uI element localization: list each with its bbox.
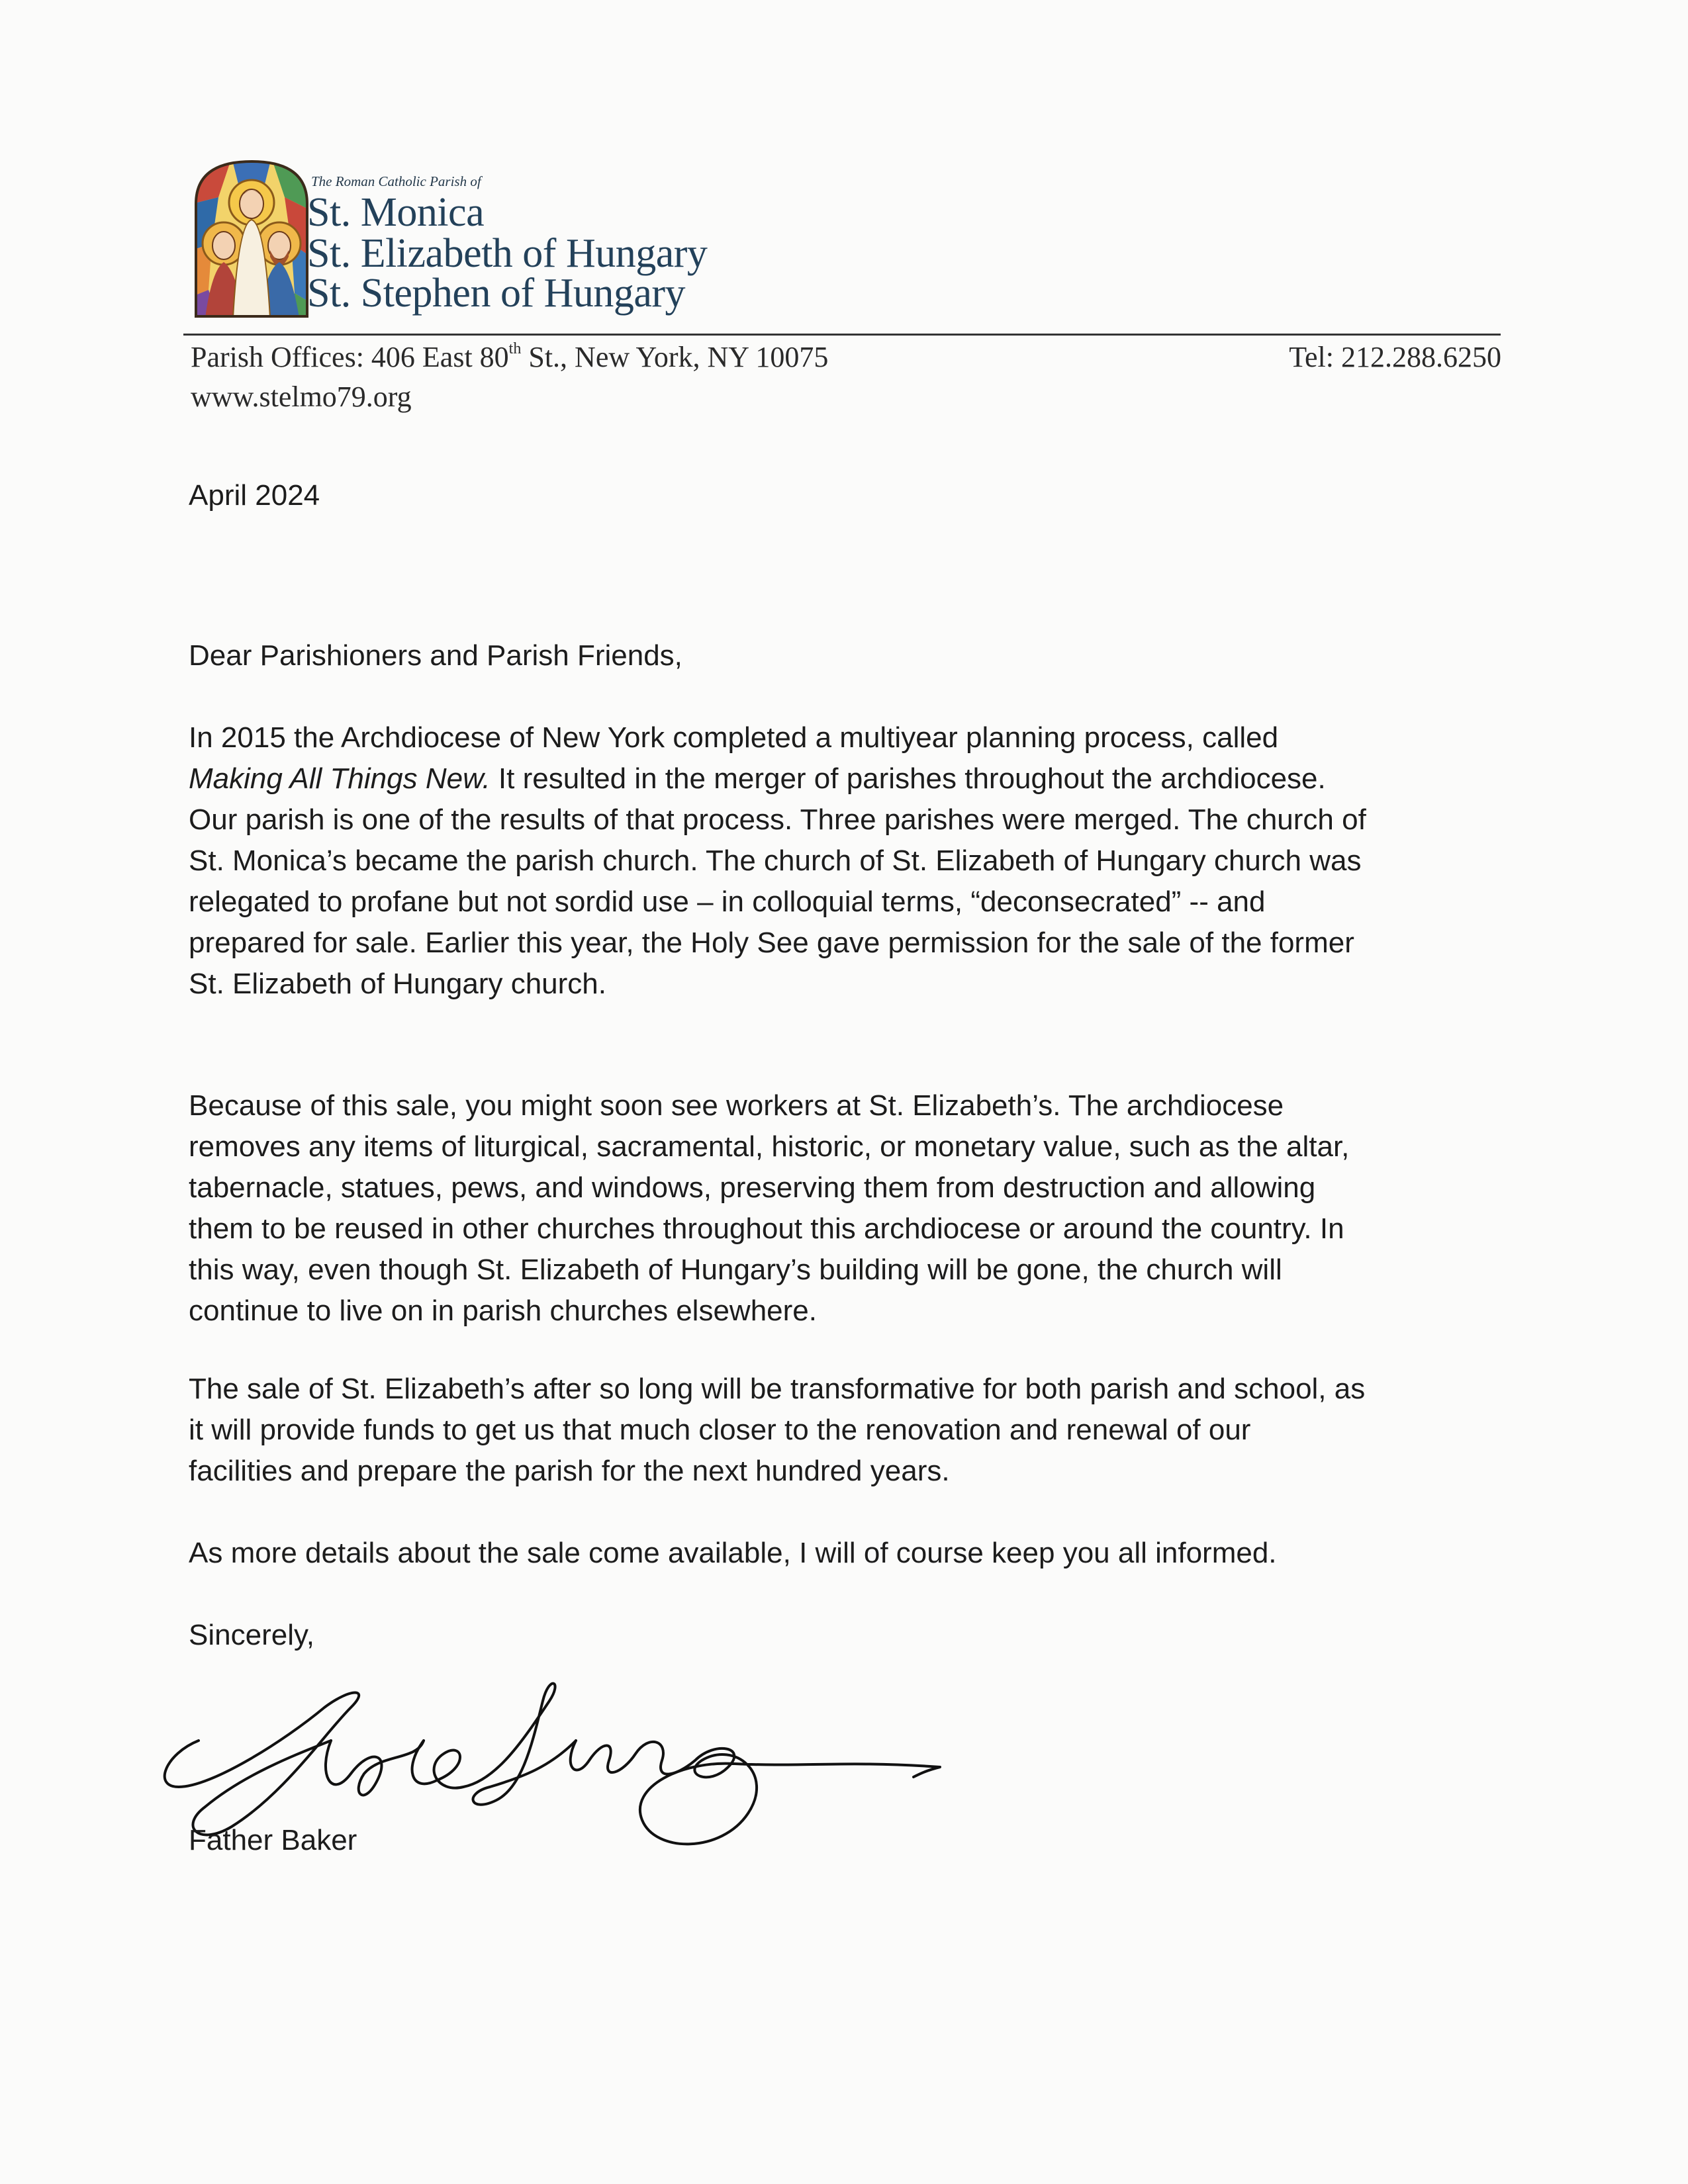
paragraph-line: continue to live on in parish churches elsewhere. xyxy=(189,1295,817,1327)
parish-prefix: The Roman Catholic Parish of xyxy=(311,173,481,189)
letterhead-divider xyxy=(183,334,1501,336)
paragraph-line: tabernacle, statues, pews, and windows, preserving them from destruction and allowing xyxy=(189,1171,1316,1204)
paragraph-line: St. Elizabeth of Hungary church. xyxy=(189,968,606,1000)
paragraph-line: relegated to profane but not sordid use – in colloquial terms, “deconsecrated” -- and xyxy=(189,886,1266,918)
paragraph-line: facilities and prepare the parish for the next hundred years. xyxy=(189,1455,950,1487)
paragraph-line: prepared for sale. Earlier this year, the Holy See gave permission for the sale of the former xyxy=(189,927,1354,959)
paragraph-line: The sale of St. Elizabeth’s after so long will be transformative for both parish and school, as xyxy=(189,1373,1366,1405)
paragraph-line: St. Monica’s became the parish church. The church of St. Elizabeth of Hungary church was xyxy=(189,844,1362,877)
parish-name-st-monica: St. Monica xyxy=(307,190,485,235)
paragraph-line: them to be reused in other churches throughout this archdiocese or around the country. In xyxy=(189,1212,1344,1245)
paragraph-line: it will provide funds to get us that much closer to the renovation and renewal of our xyxy=(189,1414,1251,1446)
parish-website: www.stelmo79.org xyxy=(191,381,412,413)
letter-salutation: Dear Parishioners and Parish Friends, xyxy=(189,639,682,672)
paragraph-4 xyxy=(189,1533,1513,1574)
signer-name: Father Baker xyxy=(189,1824,357,1856)
parish-phone: Tel: 212.288.6250 xyxy=(1289,341,1501,373)
paragraph-line: removes any items of liturgical, sacramental, historic, or monetary value, such as the altar, xyxy=(189,1130,1350,1163)
paragraph-line: As more details about the sale come available, I will of course keep you all informed. xyxy=(189,1537,1277,1569)
paragraph-line: Because of this sale, you might soon see workers at St. Elizabeth’s. The archdiocese xyxy=(189,1089,1284,1122)
letter-date: April 2024 xyxy=(189,479,320,512)
paragraph-1 xyxy=(189,717,1513,1005)
paragraph-3 xyxy=(189,1369,1513,1492)
program-title: Making All Things New. xyxy=(189,762,491,795)
parish-office-address: Parish Offices: 406 East 80th St., New York, NY 10075 xyxy=(191,340,829,373)
paragraph-line: Our parish is one of the results of that process. Three parishes were merged. The church of xyxy=(189,803,1366,836)
paragraph-line: In 2015 the Archdiocese of New York completed a multiyear planning process, called xyxy=(189,721,1279,754)
paragraph-2 xyxy=(189,1085,1513,1332)
paragraph-line: this way, even though St. Elizabeth of Hungary’s building will be gone, the church will xyxy=(189,1253,1282,1286)
paragraph-line: Making All Things New. It resulted in the merger of parishes throughout the archdiocese. xyxy=(189,762,1326,795)
parish-logo-stained-glass-icon xyxy=(192,158,311,318)
parish-name-st-stephen: St. Stephen of Hungary xyxy=(307,271,686,316)
parish-name-st-elizabeth: St. Elizabeth of Hungary xyxy=(307,231,708,276)
letter-closing: Sincerely, xyxy=(189,1619,314,1651)
